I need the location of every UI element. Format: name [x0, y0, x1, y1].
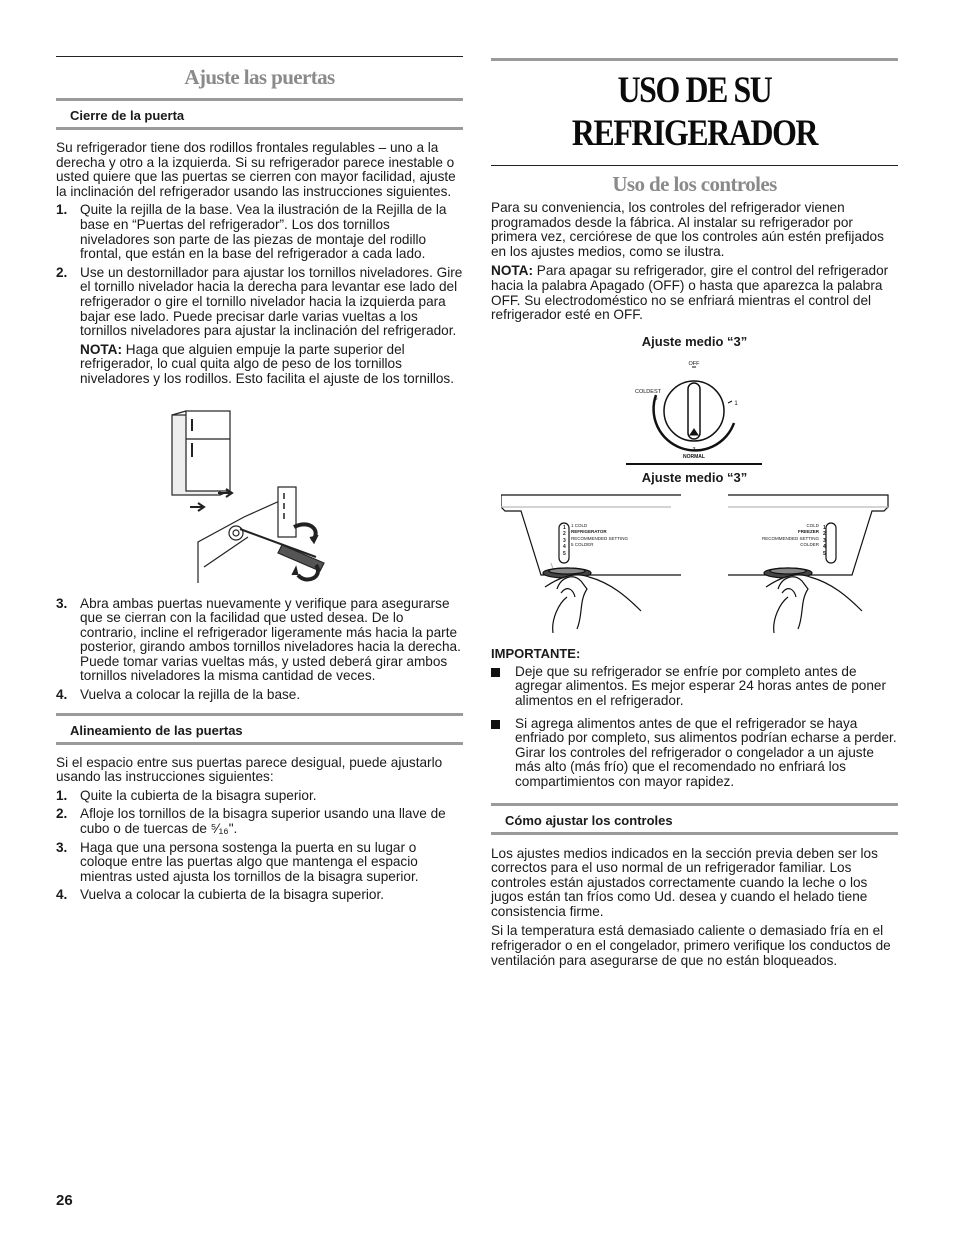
subheading-bar-adjust-controls	[491, 803, 898, 835]
right-column	[491, 58, 898, 968]
important-list	[491, 665, 898, 790]
digit: 1	[563, 524, 566, 531]
note	[80, 343, 463, 387]
subheading-adjust-controls: Cómo ajustar los controles	[505, 812, 673, 828]
refrigerator-panel-text	[571, 523, 628, 549]
list-item	[56, 841, 463, 885]
digit: 4	[563, 544, 566, 551]
dial-label-off: OFF	[688, 360, 700, 367]
step-number: 2.	[56, 264, 68, 280]
bullet-text: Deje que su refrigerador se enfríe por completo antes de agregar alimentos. Es mejor esperar 24 horas antes de poner alimentos en el refrigerador.	[515, 663, 887, 708]
step-text: Quite la cubierta de la bisagra superior.	[80, 787, 317, 803]
door-alignment-steps	[56, 789, 463, 903]
square-bullet-icon	[491, 720, 500, 729]
list-item	[56, 888, 463, 903]
subheading-bar-door-closing	[56, 98, 463, 130]
list-item	[56, 266, 463, 387]
note-label: NOTA:	[80, 341, 123, 357]
important-label: IMPORTANTE:	[491, 645, 581, 661]
bullet-text: Si agrega alimentos antes de que el refrigerador se haya enfriado por completo, sus alimentos podrían echarse a perder. Girar los controles del refrigerador o congelador a un ajuste más alto (más frío) que el recomendado no enfriará los compartimientos con mayor rapidez.	[515, 715, 897, 789]
adjust-paragraph-2: Si la temperatura está demasiado caliente o demasiado fría en el refrigerador o en el congelador, primero verifique los conductos de ventilación para asegurarse de que no están bloqueados.	[491, 923, 891, 968]
door-closing-intro: Su refrigerador tiene dos rodillos frontales regulables – uno a la derecha y otro a la izquierda. Si su refrigerador parece inestable o usted quiere que las puertas se cierren con mayor facilidad, ajuste la inclinación del refrigerador usando las instrucciones siguientes.	[56, 140, 456, 199]
caption-dial: Ajuste medio “3”	[641, 333, 748, 349]
freezer-control-illustration	[728, 493, 898, 633]
step-number: 4.	[56, 887, 68, 903]
section-title-adjust-doors: Ajuste las puertas	[184, 65, 335, 89]
step-number: 3.	[56, 839, 68, 855]
step-text: Use un destornillador para ajustar los tornillos niveladores. Gire el tornillo nivelador hacia la derecha para levantar ese lado del refrigerador o gire el tornillo nivelador hacia la izquierda para bajar ese lado. Puede precisar darle varias vueltas a los tornillos niveladores para ajustar la inclinación del refrigerador.	[80, 264, 463, 339]
list-item	[56, 688, 463, 703]
step-text: Vuelva a colocar la rejilla de la base.	[80, 687, 301, 703]
refrigerator-name-label: REFRIGERATOR	[571, 529, 607, 535]
door-alignment-intro: Si el espacio entre sus puertas parece desigual, puede ajustarlo usando las instrucciones siguientes:	[56, 754, 443, 785]
title-rule	[491, 165, 898, 166]
freezer-recommended-label: RECOMMENDED SETTING	[761, 535, 819, 541]
list-item	[56, 597, 463, 685]
controls-note	[491, 264, 898, 322]
top-rule	[56, 56, 463, 57]
digit: 3	[823, 537, 826, 544]
dial-underline	[626, 463, 762, 465]
subheading-door-alignment: Alineamiento de las puertas	[70, 722, 243, 738]
subheading-door-closing: Cierre de la puerta	[70, 108, 185, 123]
note-text: Para apagar su refrigerador, gire el control del refrigerador hacia la palabra Apagado (OFF) o hasta que aparezca la palabra OFF. Su electrodoméstico no se enfriará mientras el control del refrigerador esté en OFF.	[491, 263, 889, 323]
digit: 4	[823, 544, 826, 551]
square-bullet-icon	[491, 668, 500, 677]
dial-label-five: 5	[654, 395, 658, 402]
step-number: 4.	[56, 687, 68, 703]
door-closing-steps-continued	[56, 597, 463, 703]
step-text: Vuelva a colocar la cubierta de la bisagra superior.	[80, 887, 385, 903]
freezer-cold-label: COLD	[806, 522, 819, 528]
caption-panels: Ajuste medio “3”	[641, 469, 748, 485]
digit: 3	[563, 537, 566, 544]
controls-intro: Para su conveniencia, los controles del refrigerador vienen programados desde la fábrica. Al instalar su refrigerador por primera vez, cerciórese de que los controles aún estén prefijados en los ajustes medios, como se ilustra.	[491, 200, 884, 259]
step-number: 3.	[56, 595, 68, 611]
step-text: Abra ambas puertas nuevamente y verifique para asegurarse que se cierran con la facilidad que usted desea. De lo contrario, incline el refrigerador ligeramente más hacia la parte posterior, girando ambos tornillos niveladores hacia la derecha. Puede tomar varias vueltas más, y usted deberá girar ambos tornillos niveladores la misma cantidad de veces.	[80, 595, 461, 684]
top-rule	[491, 58, 898, 61]
digit: 1	[823, 524, 826, 531]
step-number: 1.	[56, 202, 68, 218]
control-panels-figure	[491, 493, 898, 633]
left-column	[56, 56, 463, 903]
digit: 5	[823, 550, 826, 557]
list-item	[56, 789, 463, 804]
note-text: Haga que alguien empuje la parte superior del refrigerador, lo cual quita algo de peso de los tornillos niveladores y los rodillos. Esto facilita el ajuste de los tornillos.	[80, 341, 455, 386]
freezer-panel-text	[755, 523, 819, 549]
list-item	[56, 807, 463, 836]
subheading-bar-door-alignment	[56, 713, 463, 745]
dial-label-coldest: COLDEST	[635, 388, 661, 395]
freezer-colder-label: COLDER	[800, 542, 819, 548]
freezer-digits	[823, 525, 826, 558]
adjust-paragraph-1: Los ajustes medios indicados en la sección previa deben ser los correctos para el uso normal de un refrigerador familiar. Los controles están ajustados correctamente cuando la leche o los jugos están tan fríos como Ud. desea y cuando el helado tiene consistencia firme.	[491, 845, 878, 919]
step-number: 2.	[56, 806, 68, 822]
digit: 5	[563, 550, 566, 557]
refrigerator-colder-label: 5 COLDER	[571, 542, 594, 548]
dial-label-normal: NORMAL	[683, 453, 705, 460]
refrigerator-digits	[563, 525, 566, 558]
digit: 2	[823, 531, 826, 538]
step-text: Afloje los tornillos de la bisagra superior usando una llave de cubo o de tuercas de ⁵⁄₁₆".	[80, 806, 446, 837]
refrigerator-control-illustration	[501, 493, 681, 633]
digit: 2	[563, 531, 566, 538]
control-dial-illustration	[624, 355, 764, 463]
freezer-name-label: FREEZER	[797, 529, 819, 535]
dial-figure	[491, 355, 898, 467]
leveling-screw-illustration	[164, 407, 344, 592]
page-number: 26	[56, 1192, 73, 1209]
refrigerator-recommended-label: RECOMMENDED SETTING	[571, 535, 629, 541]
note-label: NOTA:	[491, 263, 534, 279]
dial-label-three: 3	[692, 446, 696, 453]
list-item	[56, 203, 463, 261]
step-number: 1.	[56, 787, 68, 803]
list-item	[491, 717, 898, 790]
step-text: Haga que una persona sostenga la puerta en su lugar o coloque entre las puertas algo que mantenga el espacio mientras usted ajusta los tornillos de la bisagra superior.	[80, 839, 419, 884]
dial-label-one: 1	[734, 400, 738, 407]
leveling-illustration	[56, 403, 463, 593]
page-title: USO DE SU REFRIGERADOR	[571, 70, 818, 154]
step-text: Quite la rejilla de la base. Vea la ilustración de la Rejilla de la base en “Puertas del refrigerador”. Los dos tornillos niveladores son parte de las piezas de montaje del rodillo frontal, que están en la base del refrigerador a cada lado.	[80, 202, 447, 262]
refrigerator-cold-label: 1 COLD	[571, 522, 588, 528]
list-item	[491, 665, 898, 709]
section-title-controls: Uso de los controles	[612, 172, 777, 196]
door-closing-steps	[56, 203, 463, 386]
